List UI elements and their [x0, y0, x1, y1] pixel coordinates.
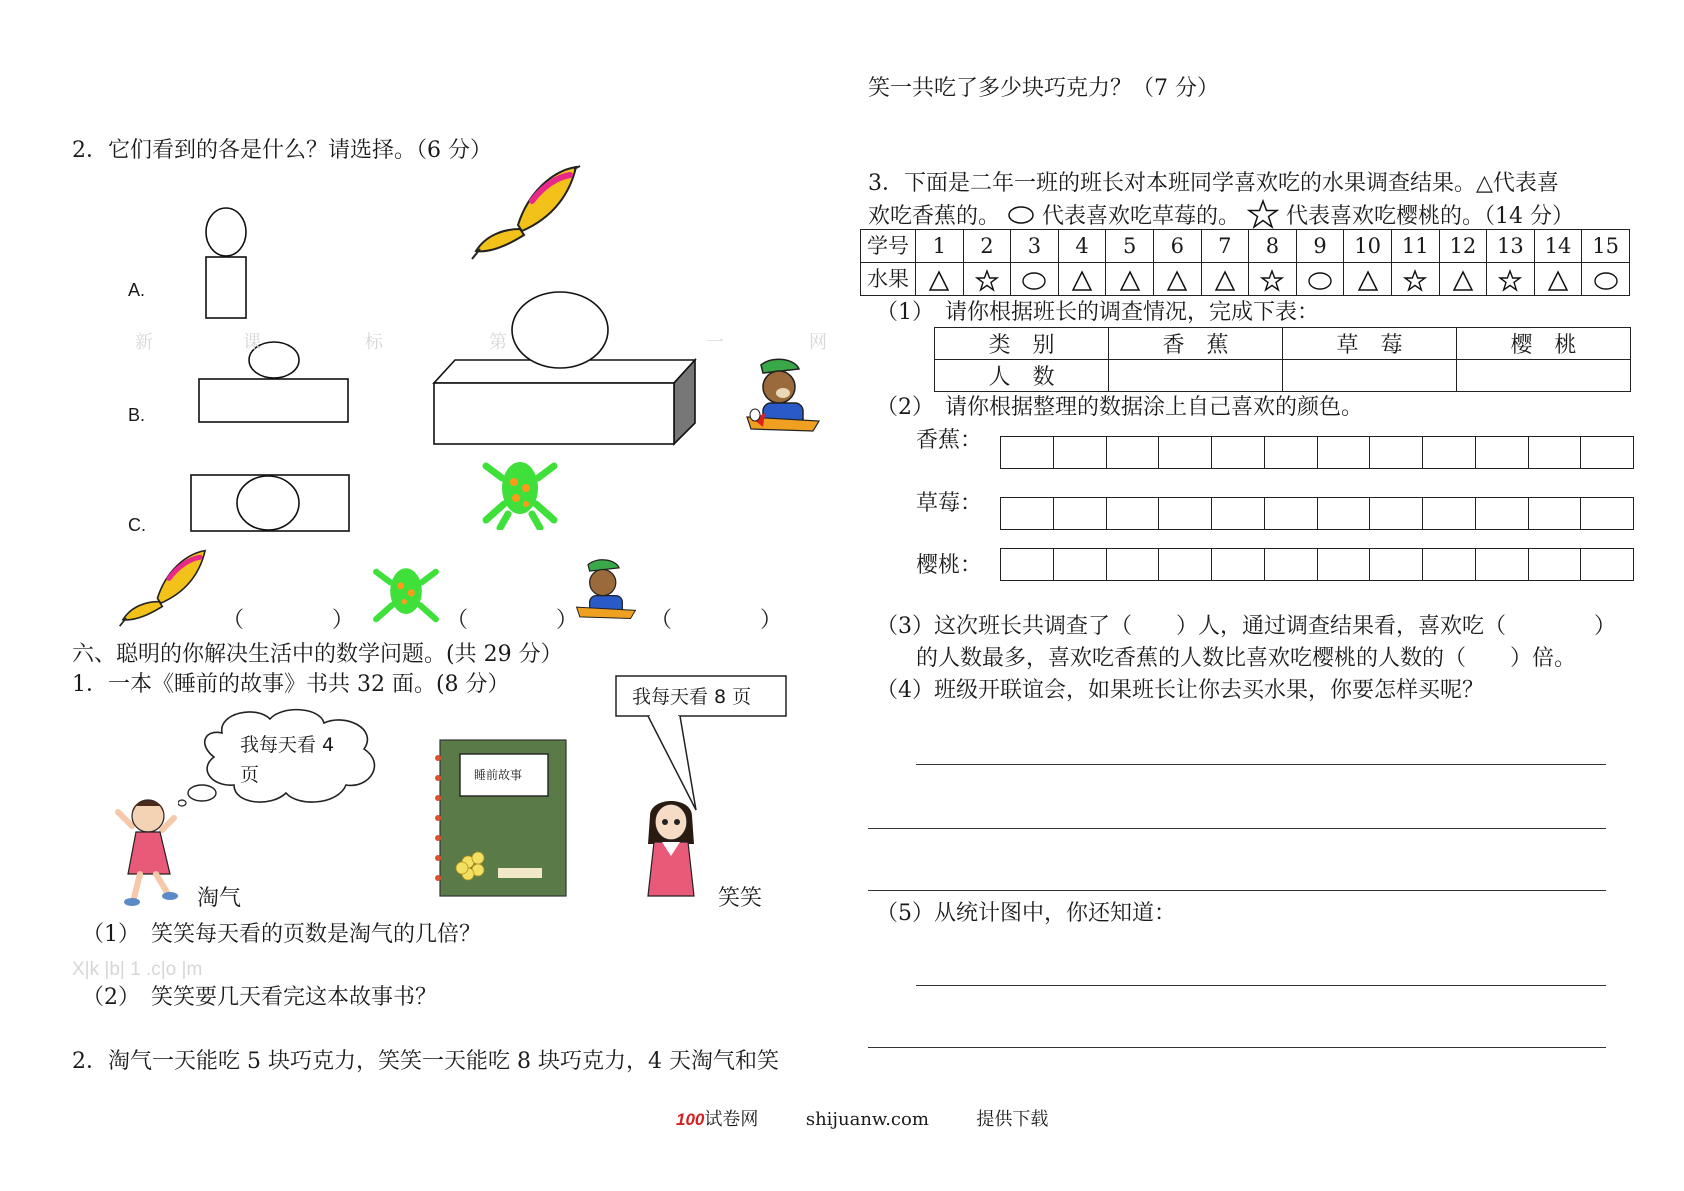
banana-color-grid[interactable]: [1000, 436, 1634, 469]
survey-number: 7: [1201, 230, 1249, 263]
tally-table: [934, 327, 1631, 392]
survey-symbol-triangle: [916, 263, 964, 296]
survey-number: 9: [1296, 230, 1344, 263]
triangle-icon: [1355, 269, 1381, 293]
tally-count-row: [935, 360, 1631, 392]
frog-small-icon: [370, 556, 442, 628]
survey-symbol-oval: [1582, 263, 1630, 296]
star-icon: [1402, 269, 1428, 293]
question-5-text: （5）从统计图中，你还知道：: [876, 901, 1176, 926]
rabbit-icon: [743, 357, 823, 445]
tally-cherry-count[interactable]: [1457, 360, 1631, 392]
strawberry-color-grid[interactable]: [1000, 497, 1634, 530]
option-b-label: B.: [128, 405, 146, 425]
survey-fruit-row: [861, 263, 1630, 296]
triangle-icon: [1117, 269, 1143, 293]
view-a-figure: [196, 200, 256, 325]
oval-icon: [1021, 269, 1047, 293]
question-2-title: 2．它们看到的各是什么？请选择。（6 分）: [72, 138, 492, 163]
survey-number: 3: [1011, 230, 1059, 263]
watermark-char-6: 网: [809, 332, 827, 353]
question-3-part-b: 的人数最多，喜欢吃香蕉的人数比喜欢吃樱桃的人数的（ ）倍。: [916, 646, 1577, 671]
answer-line-2[interactable]: [868, 828, 1606, 829]
oval-icon: [1307, 269, 1333, 293]
view-b-figure: [195, 338, 355, 428]
survey-symbol-star: [1391, 263, 1439, 296]
survey-symbol-triangle: [1344, 263, 1392, 296]
tally-category-header: 类 别: [935, 328, 1109, 360]
legend-star-text: 代表喜欢吃樱桃的。（14 分）: [1286, 204, 1575, 229]
rabbit-small-icon: [572, 558, 640, 630]
survey-number: 10: [1344, 230, 1392, 263]
tally-instruction: （1） 请你根据班长的调查情况，完成下表：: [876, 300, 1319, 325]
name-xiaoxiao: 笑笑: [718, 886, 763, 911]
option-a-label: A.: [128, 280, 146, 300]
triangle-icon: [926, 269, 952, 293]
frog-icon: [480, 448, 560, 530]
triangle-icon: [1545, 269, 1571, 293]
survey-symbol-star: [1249, 263, 1297, 296]
footer-provide: 提供下载: [976, 1109, 1049, 1130]
legend-oval-text: 代表喜欢吃草莓的。: [1042, 204, 1241, 229]
taoqi-girl-figure: [114, 792, 184, 910]
tally-cherry-header: 樱 桃: [1457, 328, 1631, 360]
survey-symbol-triangle: [1106, 263, 1154, 296]
footer-url[interactable]: shijuanw.com: [805, 1109, 929, 1130]
ball-on-box-solid: [430, 290, 700, 450]
storybook-title: 睡前故事: [474, 768, 523, 782]
triangle-icon: [1069, 269, 1095, 293]
watermark-char-2: 课: [243, 332, 261, 353]
name-taoqi: 淘气: [197, 886, 242, 911]
watermark-char-3: 标: [365, 332, 383, 353]
survey-symbol-oval: [1011, 263, 1059, 296]
survey-number: 14: [1534, 230, 1582, 263]
problem-2-continued: 笑一共吃了多少块巧克力？（7 分）: [868, 76, 1219, 101]
answer-line-3[interactable]: [868, 890, 1606, 891]
survey-number: 13: [1487, 230, 1535, 263]
tally-banana-count[interactable]: [1109, 360, 1283, 392]
survey-number: 11: [1391, 230, 1439, 263]
grid-label-strawberry: 草莓：: [916, 491, 983, 516]
survey-symbol-star: [963, 263, 1011, 296]
watermark-text: X|k |b| 1 .c|o |m: [72, 959, 203, 980]
survey-symbol-triangle: [1153, 263, 1201, 296]
survey-symbol-triangle: [1058, 263, 1106, 296]
question-4-text: （4）班级开联谊会，如果班长让你去买水果，你要怎样买呢？: [876, 678, 1484, 703]
xiaoxiao-girl-figure: [640, 796, 702, 904]
survey-symbol-triangle: [1439, 263, 1487, 296]
problem-2-text: 2．淘气一天能吃 5 块巧克力，笑笑一天能吃 8 块巧克力，4 天淘气和笑: [72, 1049, 779, 1074]
answer-line-5[interactable]: [868, 1047, 1606, 1048]
bubble-xiaoxiao-text: 我每天看 8 页: [632, 686, 752, 708]
blank-frog[interactable]: （ ）: [446, 608, 579, 633]
storybook-illustration: [432, 738, 570, 900]
question-3-line-2: [868, 199, 1574, 229]
star-icon: [1497, 269, 1523, 293]
butterfly-small-icon: [118, 548, 210, 628]
star-icon: [974, 269, 1000, 293]
question-3-part-a: （3）这次班长共调查了（ ）人，通过调查结果看，喜欢吃（ ）: [876, 614, 1616, 639]
survey-symbol-oval: [1296, 263, 1344, 296]
tally-banana-header: 香 蕉: [1109, 328, 1283, 360]
watermark-char-4: 第: [489, 332, 507, 353]
coloring-instruction: （2） 请你根据整理的数据涂上自己喜欢的颜色。: [876, 395, 1363, 420]
butterfly-icon: [470, 165, 582, 260]
watermark-char-5: 一: [706, 332, 724, 353]
oval-legend-icon: [1007, 204, 1035, 226]
sub-question-2: （2） 笑笑要几天看完这本故事书？: [82, 985, 437, 1010]
survey-number: 15: [1582, 230, 1630, 263]
triangle-icon: [1212, 269, 1238, 293]
survey-number: 6: [1153, 230, 1201, 263]
survey-number: 2: [963, 230, 1011, 263]
footer-logo: 100: [676, 1110, 705, 1129]
star-icon: [1259, 269, 1285, 293]
survey-fruit-label: 水果: [861, 263, 916, 296]
tally-header-row: [935, 328, 1631, 360]
triangle-icon: [1450, 269, 1476, 293]
survey-symbol-triangle: [1534, 263, 1582, 296]
star-legend-icon: [1247, 199, 1279, 229]
watermark-char-1: 新: [135, 332, 153, 353]
question-3-line-1: 3．下面是二年一班的班长对本班同学喜欢吃的水果调查结果。△代表喜: [868, 171, 1559, 196]
option-c-label: C.: [128, 515, 146, 535]
bubble-taoqi-text: 我每天看 4 页: [240, 734, 335, 786]
triangle-icon: [1164, 269, 1190, 293]
blank-rabbit[interactable]: （ ）: [650, 608, 783, 633]
grid-label-banana: 香蕉：: [916, 428, 983, 453]
answer-line-4[interactable]: [916, 985, 1606, 986]
survey-header-cell: 学号: [861, 230, 916, 263]
survey-number: 1: [916, 230, 964, 263]
footer: [676, 1105, 1048, 1135]
survey-table: [860, 229, 1630, 296]
tally-strawberry-count[interactable]: [1283, 360, 1457, 392]
sub-question-1: （1） 笑笑每天看的页数是淘气的几倍？: [82, 922, 481, 947]
section-6-title: 六、聪明的你解决生活中的数学问题。(共 29 分）: [72, 642, 563, 667]
cherry-color-grid[interactable]: [1000, 548, 1634, 581]
answer-line-1[interactable]: [916, 764, 1606, 765]
tally-strawberry-header: 草 莓: [1283, 328, 1457, 360]
survey-number: 4: [1058, 230, 1106, 263]
survey-number-row: [861, 230, 1630, 263]
survey-number: 5: [1106, 230, 1154, 263]
grid-label-cherry: 樱桃：: [916, 553, 983, 578]
survey-number: 12: [1439, 230, 1487, 263]
blank-butterfly[interactable]: （ ）: [222, 608, 355, 633]
view-c-figure: [188, 470, 353, 535]
problem-1-title: 1．一本《睡前的故事》书共 32 面。(8 分）: [72, 672, 510, 697]
tally-count-label: 人 数: [935, 360, 1109, 392]
survey-symbol-triangle: [1201, 263, 1249, 296]
legend-triangle-text: 欢吃香蕉的。: [868, 204, 1001, 229]
oval-icon: [1593, 269, 1619, 293]
survey-number: 8: [1249, 230, 1297, 263]
survey-symbol-star: [1487, 263, 1535, 296]
footer-site-name: 试卷网: [704, 1109, 759, 1130]
